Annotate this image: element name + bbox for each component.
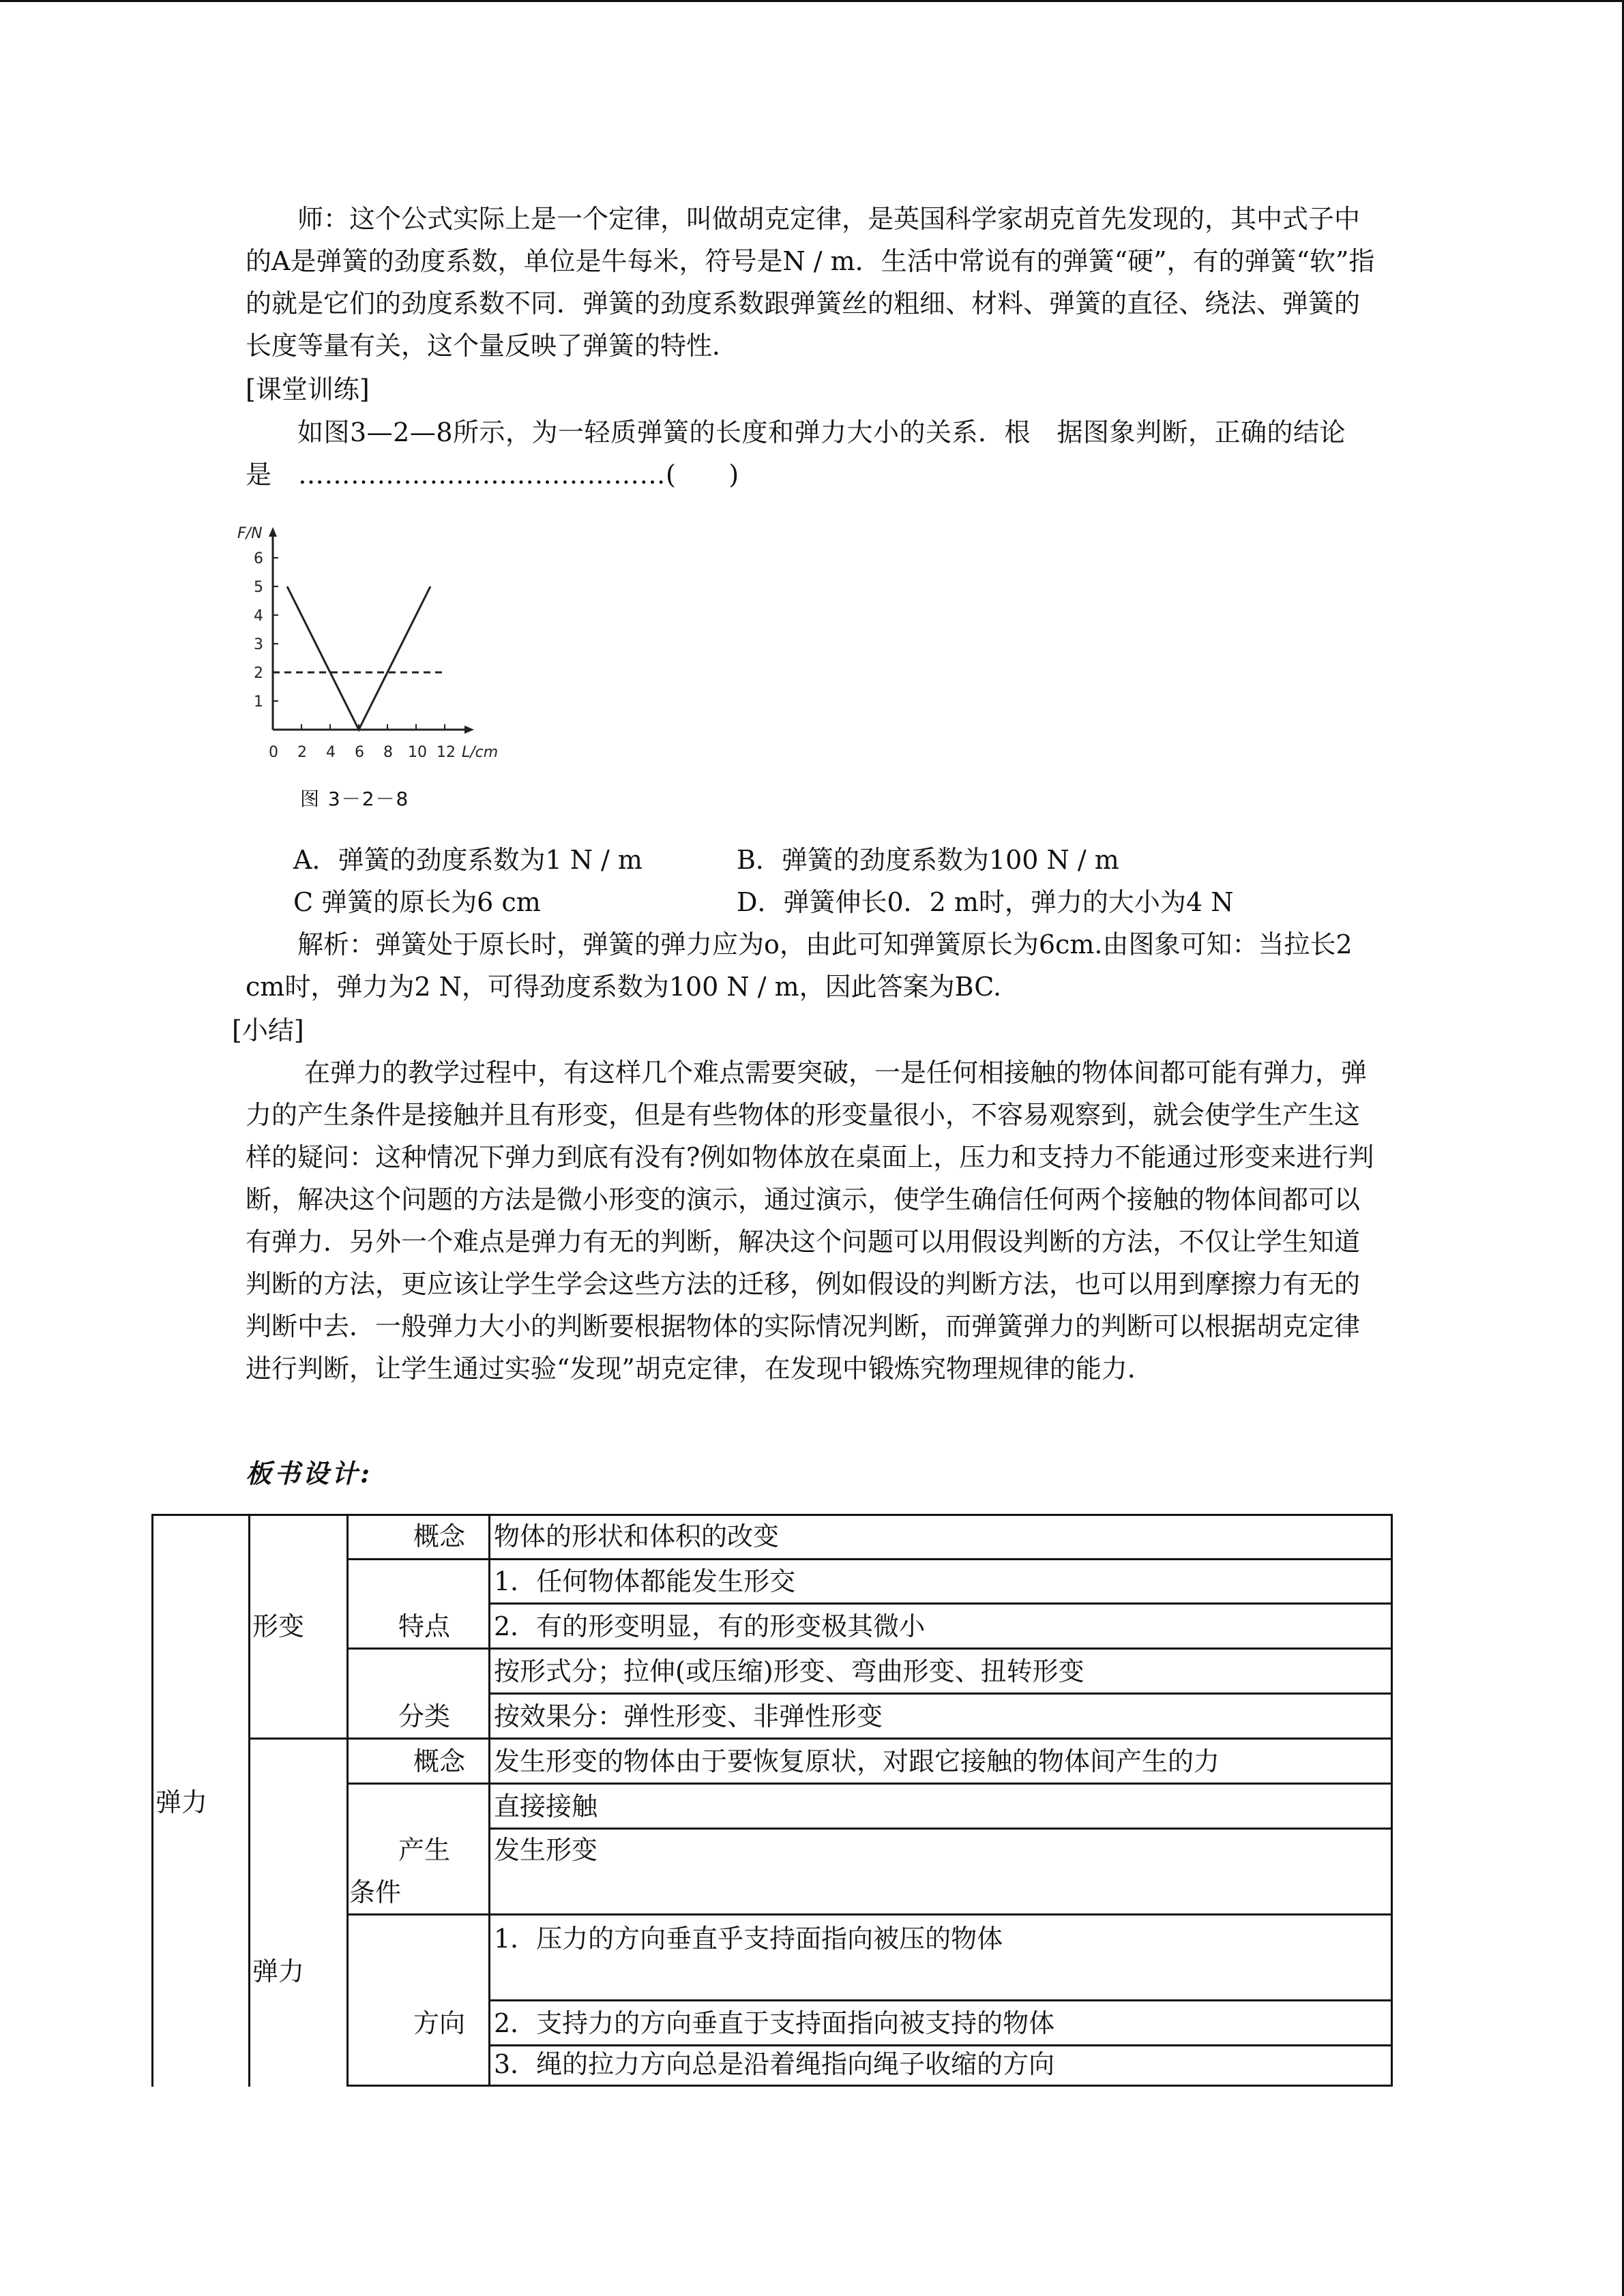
concept2-text: 发生形变的物体由于要恢复原状，对跟它接触的物体间产生的力 bbox=[494, 1746, 1220, 1776]
table-line bbox=[346, 1648, 1393, 1650]
y-tick-label: 5 bbox=[254, 579, 263, 596]
page-frame-top bbox=[0, 0, 1624, 2]
table-root-label: 弹力 bbox=[156, 1787, 208, 1817]
chart-layer bbox=[237, 525, 498, 761]
training-question: 如图3—2—8所示，为一轻质弹簧的长度和弹力大小的关系．根 据图象判断，正确的结论是 ……………………………………( ) bbox=[246, 417, 1346, 490]
x-tick-label: 0 bbox=[269, 744, 278, 761]
table-line bbox=[248, 1738, 1393, 1740]
classification-2: 按效果分：弹性形变、非弹性形变 bbox=[494, 1701, 883, 1731]
y-tick-label: 2 bbox=[254, 665, 263, 682]
x-tick-label: 6 bbox=[355, 744, 364, 761]
x-tick-label: 10 bbox=[408, 744, 427, 761]
y-axis-label: F/N bbox=[237, 525, 263, 542]
x-tick-label: 12 bbox=[437, 744, 456, 761]
direction-2: 2．支持力的方向垂直于支持面指向被支持的物体 bbox=[494, 2008, 1055, 2038]
y-tick-label: 4 bbox=[254, 608, 263, 625]
concept-text: 物体的形状和体积的改变 bbox=[494, 1521, 780, 1551]
y-tick-label: 6 bbox=[254, 550, 263, 567]
classification-1: 按形式分；拉伸(或压缩)形变、弯曲形变、扭转形变 bbox=[494, 1656, 1084, 1686]
x-axis-label: L/cm bbox=[462, 744, 499, 761]
summary-tag: [小结] bbox=[232, 1015, 304, 1045]
option-a: A．弹簧的劲度系数为1 N / m bbox=[293, 845, 643, 875]
table-line bbox=[248, 1514, 250, 2087]
concept-label: 概念 bbox=[413, 1521, 466, 1551]
x-axis-arrow bbox=[464, 726, 474, 734]
x-tick-label: 8 bbox=[383, 744, 393, 761]
board-design-table bbox=[151, 1514, 1393, 2087]
training-tag: [课堂训练] bbox=[246, 374, 370, 404]
table-line bbox=[488, 1999, 1393, 2001]
table-line bbox=[151, 1514, 153, 2087]
x-tick-label: 2 bbox=[297, 744, 307, 761]
summary-paragraph: 在弹力的教学过程中，有这样几个难点需要突破，一是任何相接触的物体间都可能有弹力，弹力的产生条件是接触并且有形变，但是有些物体的形变量很小，不容易观察到，就会使学生产生这样的疑问：这种情况下弹力到底有没有?例如物体放在桌面上，压力和支持力不能通过形变来进行判断，解决这个问题的方法是微小形变的演示，通过演示，使学生确信任何两个接触的物体间都可以有弹力．另外一个难点是弹力有无的判断，解决这个问题可以用假设判断的方法，不仅让学生知道判断的方法，更应该让学生学会这些方法的迁移，例如假设的判断方法，也可以用到摩擦力有无的判断中去．一般弹力大小的判断要根据物体的实际情况判断，而弹簧弹力的判断可以根据胡克定律进行判断，让学生通过实验“发现”胡克定律，在发现中锻炼究物理规律的能力． bbox=[246, 1058, 1374, 1384]
feature-1: 1．任何物体都能发生形交 bbox=[494, 1566, 796, 1596]
y-tick-label: 3 bbox=[254, 636, 263, 653]
feature-label: 特点 bbox=[398, 1611, 451, 1641]
intro-paragraph: 师：这个公式实际上是一个定律，叫做胡克定律，是英国科学家胡克首先发现的，其中式子中的A是弹簧的劲度系数，单位是牛每米，符号是N / m．生活中常说有的弹簧“硬”，有的弹簧“软”指的就是它们的劲度系数不同．弹簧的劲度系数跟弹簧丝的粗细、材料、弹簧的直径、绕法、弹簧的长度等量有关，这个量反映了弹簧的特性． bbox=[246, 204, 1375, 361]
condition-1: 直接接触 bbox=[494, 1791, 598, 1821]
figure-caption: 图 3－2－8 bbox=[300, 788, 410, 810]
direction-label: 方向 bbox=[413, 2008, 466, 2038]
condition-label-bottom: 条件 bbox=[349, 1877, 402, 1907]
table-line bbox=[488, 1602, 1393, 1605]
option-d: D．弹簧伸长0．2 m时，弹力的大小为4 N bbox=[737, 887, 1234, 917]
option-c: C 弹簧的原长为6 cm bbox=[293, 887, 541, 917]
x-tick-label: 4 bbox=[326, 744, 336, 761]
y-axis-arrow bbox=[269, 527, 277, 537]
direction-1: 1．压力的方向垂直乎支持面指向被压的物体 bbox=[494, 1924, 1003, 1954]
table-line bbox=[488, 1693, 1393, 1695]
table-line bbox=[346, 1514, 349, 2087]
spring-force-chart bbox=[225, 518, 539, 811]
feature-2: 2．有的形变明显，有的形变极其微小 bbox=[494, 1611, 926, 1641]
table-line bbox=[488, 1828, 1393, 1830]
condition-2: 发生形变 bbox=[494, 1835, 598, 1865]
table-line bbox=[346, 1913, 1393, 1915]
table-line bbox=[346, 1783, 1393, 1785]
concept2-label: 概念 bbox=[413, 1746, 466, 1776]
force-length-line bbox=[287, 586, 430, 730]
analysis-paragraph: 解析：弹簧处于原长时，弹簧的弹力应为o，由此可知弹簧原长为6cm.由图象可知：当拉长2 cm时，弹力为2 N，可得劲度系数为100 N / m，因此答案为BC. bbox=[246, 929, 1353, 1002]
condition-label-top: 产生 bbox=[398, 1835, 451, 1865]
direction-3: 3．绳的拉力方向总是沿着绳指向绳子收缩的方向 bbox=[494, 2049, 1055, 2079]
board-heading: 板书设计: bbox=[246, 1458, 373, 1489]
classification-label: 分类 bbox=[398, 1701, 451, 1731]
y-tick-label: 1 bbox=[254, 694, 263, 711]
group-deformation-label: 形变 bbox=[252, 1611, 305, 1641]
option-b: B．弹簧的劲度系数为100 N / m bbox=[737, 845, 1119, 875]
group-elastic-force-label: 弹力 bbox=[252, 1956, 305, 1986]
